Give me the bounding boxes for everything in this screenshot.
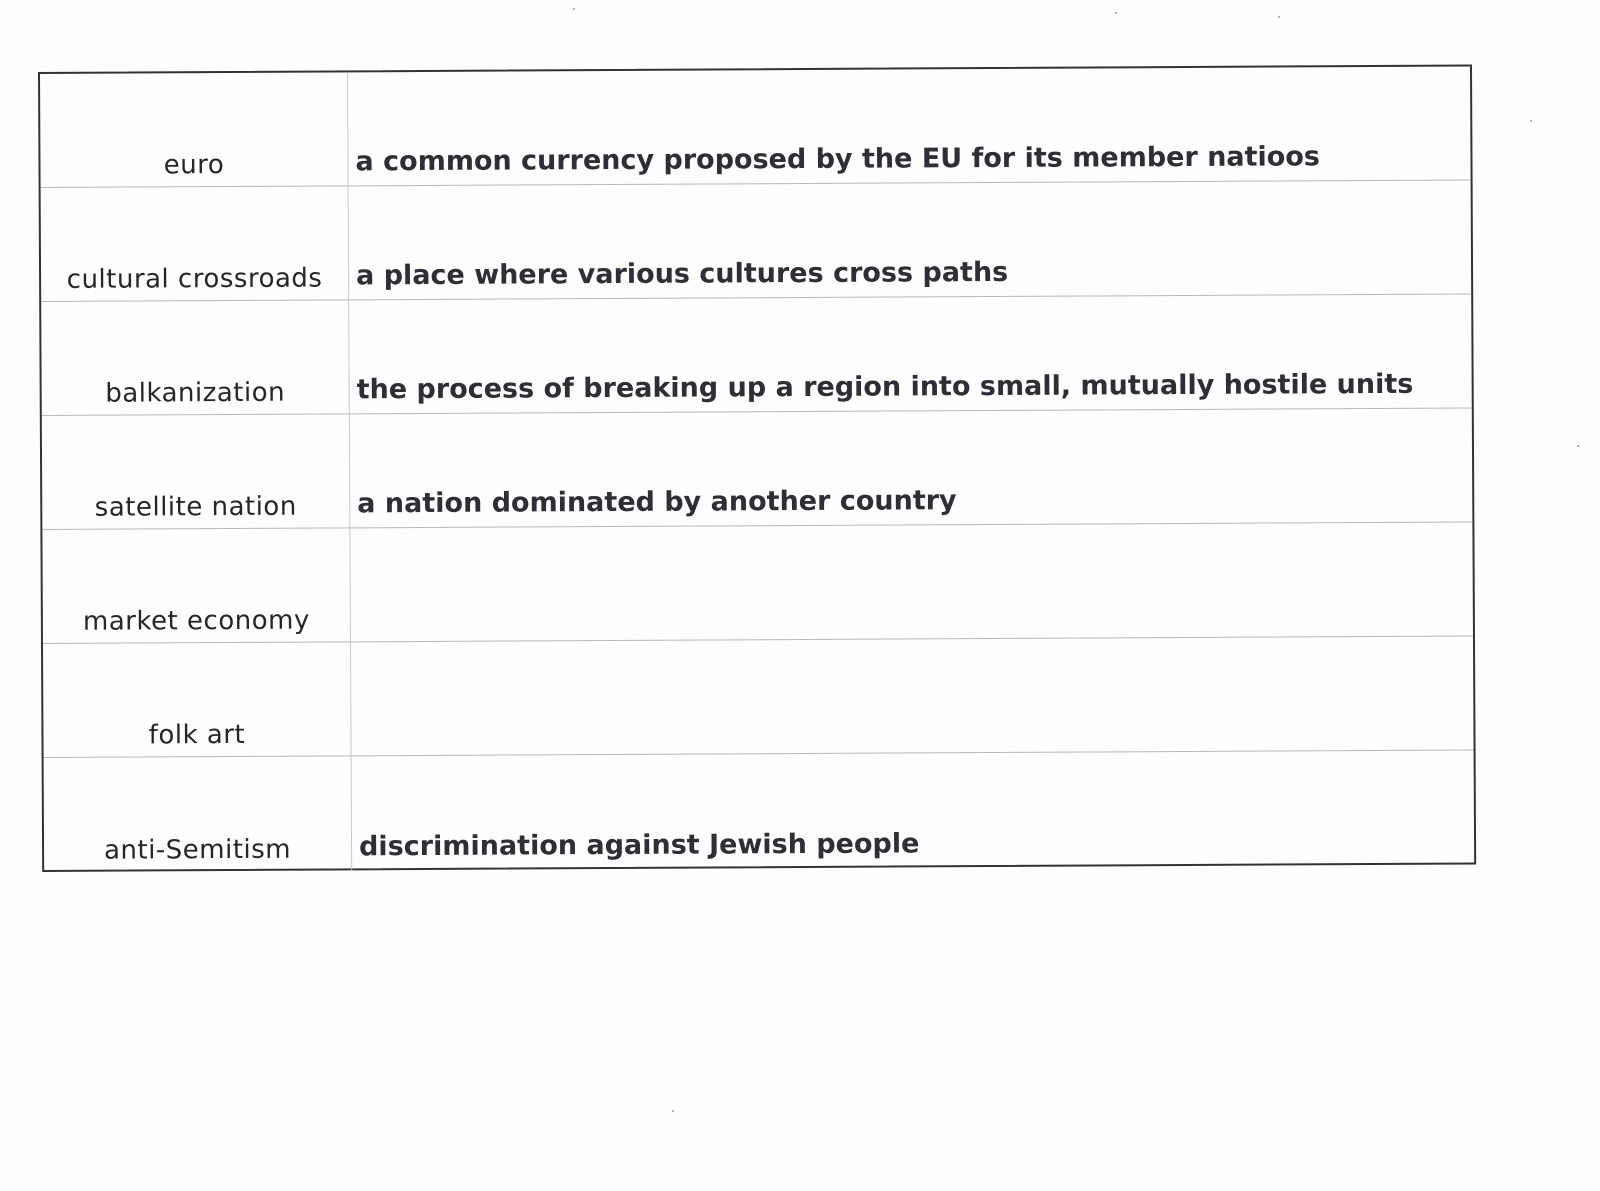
table-row xyxy=(40,67,1471,188)
term-cell: market economy xyxy=(42,528,351,643)
definition-cell: a nation dominated by another country xyxy=(357,485,957,520)
definition-cell: a place where various cultures cross paths xyxy=(355,256,1009,292)
definition-cell: a common currency proposed by the EU for its member natioos xyxy=(355,141,1321,178)
table-row xyxy=(43,636,1474,757)
scan-speck xyxy=(1577,445,1579,447)
table-row xyxy=(41,294,1472,415)
vocabulary-table xyxy=(38,64,1476,871)
table-row xyxy=(42,408,1473,529)
term-cell: satellite nation xyxy=(42,414,351,529)
term-cell: cultural crossroads xyxy=(41,186,350,301)
table-row xyxy=(41,181,1472,302)
scan-speck xyxy=(1278,16,1280,18)
table-row xyxy=(42,522,1473,643)
term-cell: euro xyxy=(40,72,349,187)
definition-cell xyxy=(351,636,1474,755)
table-row xyxy=(44,750,1475,871)
term-cell: folk art xyxy=(43,642,352,757)
scan-speck xyxy=(1115,12,1117,14)
scan-speck xyxy=(1530,120,1532,122)
term-cell: anti-Semitism xyxy=(44,756,353,872)
term-cell: balkanization xyxy=(41,300,350,415)
scan-speck xyxy=(573,8,575,10)
definition-cell: discrimination against Jewish people xyxy=(358,828,920,863)
definition-cell xyxy=(350,522,1473,641)
definition-cell: the process of breaking up a region into small, mutually hostile units xyxy=(356,368,1414,406)
scan-speck xyxy=(672,1110,674,1112)
